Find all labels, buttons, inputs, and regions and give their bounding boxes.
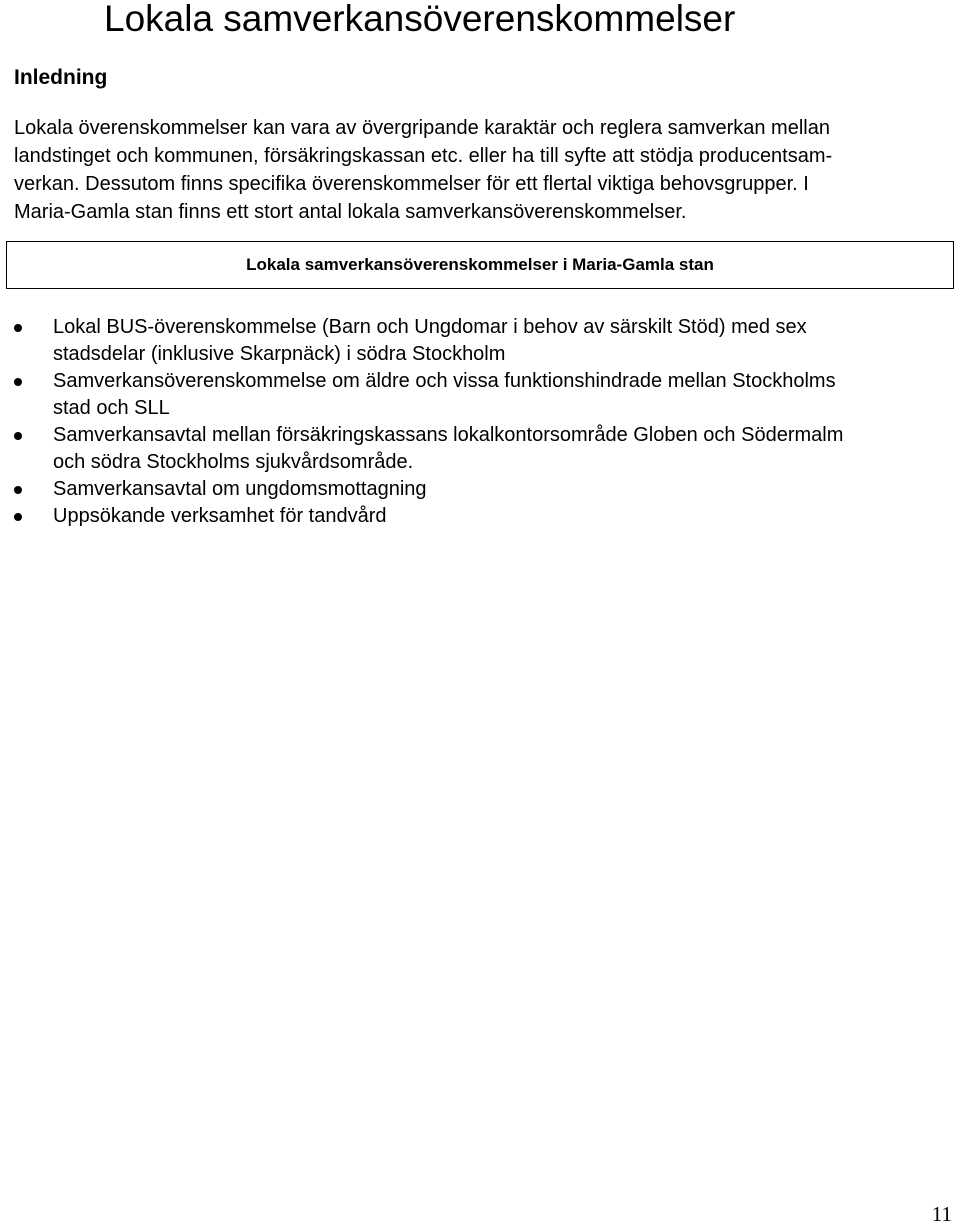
- list-item-line: Samverkansöverenskommelse om äldre och vissa funktionshindrade mellan Stockholms: [53, 370, 836, 392]
- bullet-list: [14, 314, 954, 530]
- page-number: 11: [931, 1202, 952, 1226]
- list-item: [14, 422, 954, 476]
- section-heading: Inledning: [14, 66, 108, 89]
- bullet-icon: [14, 324, 22, 332]
- intro-paragraph: [14, 114, 954, 226]
- list-item-line: stad och SLL: [53, 397, 170, 419]
- intro-line: Lokala överenskommelser kan vara av övergripande karaktär och reglera samverkan mellan: [14, 117, 830, 139]
- intro-line: landstinget och kommunen, försäkringskassan etc. eller ha till syfte att stödja producentsam-: [14, 145, 833, 167]
- page-title: Lokala samverkansöverenskommelser: [104, 0, 736, 39]
- list-item-line: Lokal BUS-överenskommelse (Barn och Ungdomar i behov av särskilt Stöd) med sex: [53, 316, 807, 338]
- intro-line: verkan. Dessutom finns specifika överenskommelser för ett flertal viktiga behovsgrupper. I: [14, 173, 809, 195]
- boxed-heading: [6, 241, 954, 289]
- bullet-icon: [14, 486, 22, 494]
- bullet-icon: [14, 513, 22, 521]
- box-title: Lokala samverkansöverenskommelser i Maria-Gamla stan: [246, 255, 714, 274]
- intro-line: Maria-Gamla stan finns ett stort antal lokala samverkansöverenskommelser.: [14, 201, 687, 223]
- list-item-line: och södra Stockholms sjukvårdsområde.: [53, 451, 414, 473]
- list-item: [14, 314, 954, 368]
- list-item-line: stadsdelar (inklusive Skarpnäck) i södra Stockholm: [53, 343, 506, 365]
- list-item: [14, 368, 954, 422]
- bullet-icon: [14, 378, 22, 386]
- list-item-line: Uppsökande verksamhet för tandvård: [53, 505, 387, 527]
- list-item: [14, 503, 954, 530]
- list-item-line: Samverkansavtal om ungdomsmottagning: [53, 478, 427, 500]
- bullet-icon: [14, 432, 22, 440]
- list-item: [14, 476, 954, 503]
- list-item-line: Samverkansavtal mellan försäkringskassans lokalkontorsområde Globen och Södermalm: [53, 424, 844, 446]
